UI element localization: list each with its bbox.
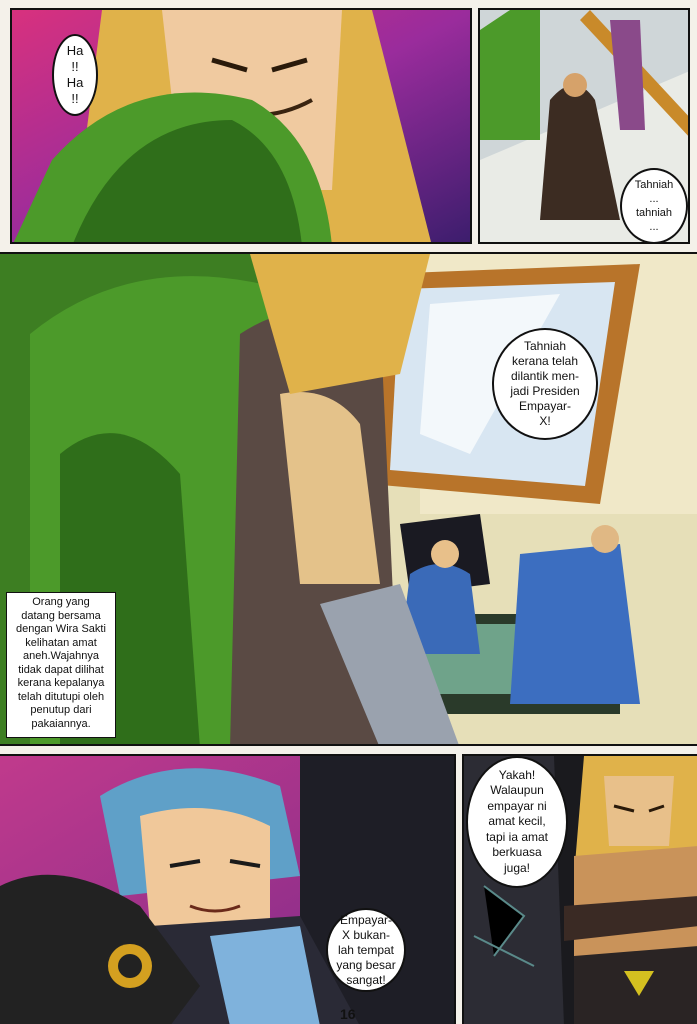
- empire-small-bubble: [326, 908, 406, 992]
- caption-line-5: aneh.Wajahnya: [22, 650, 100, 662]
- empire-small-line-1: Empayar-: [339, 912, 392, 927]
- empire-powerful-line-7: juga!: [503, 860, 531, 875]
- empire-powerful-line-5: tapi ia amat: [485, 829, 549, 844]
- laugh-line-3: Ha: [66, 75, 84, 90]
- laugh-line-2: !!: [71, 59, 79, 74]
- panel-1: [10, 8, 472, 244]
- caption-line-8: telah ditutupi oleh: [17, 690, 105, 703]
- caption-line-4: kelihatan amat: [25, 636, 97, 649]
- president-line-3: dilantik men-: [510, 369, 580, 383]
- congrats-line-4: ...: [649, 221, 659, 233]
- panel-5: [462, 754, 697, 1024]
- empire-small-line-4: yang besar: [336, 957, 396, 972]
- president-line-5: Empayar-: [518, 399, 571, 413]
- caption-line-9: penutup dari: [30, 704, 92, 716]
- empire-small-line-5: sangat!: [346, 972, 386, 987]
- president-line-6: X!: [539, 414, 551, 428]
- congrats-line-3: tahniah: [635, 207, 673, 219]
- panel-3: [0, 252, 697, 746]
- laugh-line-1: Ha: [66, 43, 84, 58]
- congrats-line-1: Tahniah: [634, 179, 674, 191]
- president-line-4: jadi Presiden: [510, 384, 580, 398]
- laugh-bubble: [52, 34, 98, 116]
- panel-4: [0, 754, 456, 1024]
- empire-powerful-line-6: berkuasa: [492, 845, 542, 860]
- caption-line-6: tidak dapat dilihat: [18, 663, 104, 676]
- empire-powerful-line-1: Yakah!: [498, 767, 536, 782]
- congrats-line-2: ...: [649, 193, 659, 205]
- president-line-1: Tahniah: [523, 339, 567, 353]
- empire-powerful-line-3: empayar ni: [487, 798, 547, 813]
- panel-2: [478, 8, 690, 244]
- narration-caption: [6, 592, 116, 738]
- congrats-bubble: [620, 168, 688, 244]
- empire-powerful-bubble: [466, 756, 568, 888]
- empire-powerful-line-2: Walaupun: [490, 783, 544, 798]
- caption-line-7: kerana kepalanya: [17, 677, 105, 689]
- president-bubble: [492, 328, 598, 440]
- page-number: 16: [340, 1006, 356, 1022]
- laugh-line-4: !!: [71, 91, 79, 106]
- caption-line-1: Orang yang: [32, 596, 90, 608]
- caption-line-2: datang bersama: [21, 609, 101, 622]
- caption-line-10: pakaiannya.: [31, 717, 91, 730]
- empire-small-line-2: X bukan-: [341, 927, 391, 942]
- president-line-2: kerana telah: [511, 354, 579, 368]
- caption-line-3: dengan Wira Sakti: [16, 623, 106, 635]
- empire-small-line-3: lah tempat: [337, 942, 395, 957]
- empire-powerful-line-4: amat kecil,: [488, 814, 546, 829]
